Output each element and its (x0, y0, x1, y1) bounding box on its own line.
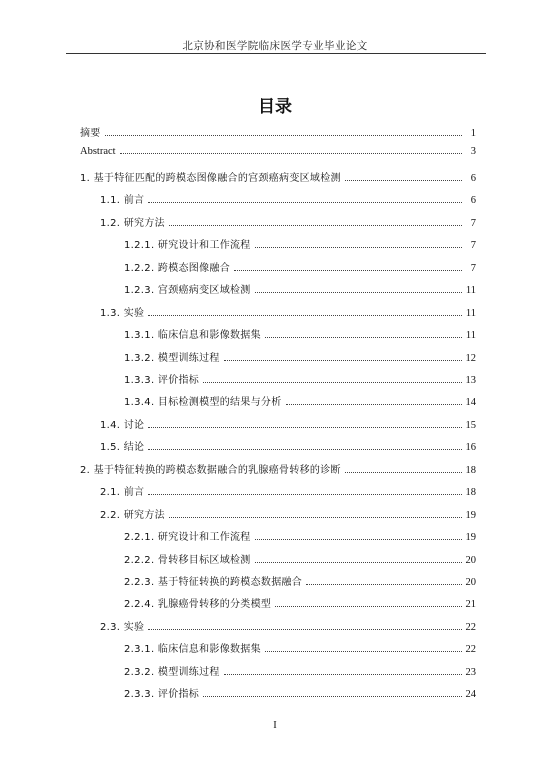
toc-dot-leader (255, 539, 462, 540)
toc-entry[interactable] (100, 304, 476, 318)
toc-entry-label: 1.2. 研究方法 (100, 214, 167, 229)
toc-entry-page: 11 (465, 307, 476, 319)
toc-entry[interactable] (100, 618, 476, 632)
toc-entry[interactable] (80, 124, 476, 138)
toc-entry[interactable] (80, 146, 476, 160)
toc-entry[interactable] (124, 663, 476, 677)
toc-entry-page: 20 (465, 577, 476, 588)
toc-entry-label: 摘要 (80, 124, 103, 139)
toc-dot-leader (275, 606, 462, 607)
toc-entry[interactable] (80, 169, 476, 183)
toc-dot-leader (345, 180, 462, 181)
toc-entry[interactable] (124, 326, 476, 340)
toc-entry[interactable] (100, 214, 476, 228)
toc-dot-leader (224, 360, 462, 361)
toc-entry-label: 1.2.2. 跨模态图像融合 (124, 259, 232, 274)
toc-entry-page: 11 (465, 330, 476, 342)
toc-entry[interactable] (124, 640, 476, 654)
toc-dot-leader (148, 315, 462, 316)
toc-entry[interactable] (124, 528, 476, 542)
toc-entry-page: 19 (465, 532, 476, 544)
toc-entry-label: 2.3.1. 临床信息和影像数据集 (124, 640, 263, 655)
toc-dot-leader (120, 153, 462, 154)
toc-dot-leader (148, 202, 462, 203)
toc-entry-page: 21 (465, 599, 476, 611)
toc-entry-page: 23 (465, 666, 476, 678)
toc-entry-label: 1.5. 结论 (100, 438, 146, 453)
toc-dot-leader (224, 674, 462, 675)
toc-dot-leader (265, 651, 462, 652)
toc-entry-page: 11 (465, 285, 476, 297)
toc-entry[interactable] (100, 416, 476, 430)
toc-dot-leader (265, 337, 462, 338)
toc-dot-leader (203, 382, 462, 383)
toc-entry[interactable] (124, 685, 476, 699)
toc-dot-leader (148, 449, 462, 450)
toc-dot-leader (255, 562, 462, 563)
toc-entry[interactable] (124, 393, 476, 407)
toc-entry-page: 14 (465, 397, 476, 409)
toc-entry-page: 24 (465, 689, 476, 701)
toc-entry-page: 13 (465, 374, 476, 386)
toc-dot-leader (255, 247, 462, 248)
toc-entry-page: 6 (470, 195, 476, 207)
running-header: 北京协和医学院临床医学专业毕业论文 (182, 40, 368, 52)
toc-dot-leader (203, 696, 462, 697)
toc-entry-label: 1.3.1. 临床信息和影像数据集 (124, 326, 263, 341)
toc-entry[interactable] (100, 438, 476, 452)
toc-entry-label: 2.3.3. 评价指标 (124, 685, 201, 700)
toc-entry-page: 7 (470, 240, 476, 252)
toc-entry-page: 20 (465, 554, 476, 566)
toc-entry[interactable] (124, 573, 476, 587)
toc-entry-label: Abstract (80, 146, 116, 158)
toc-entry-label: 2.2.3. 基于特征转换的跨模态数据融合 (124, 573, 304, 588)
toc-entry[interactable] (124, 551, 476, 565)
toc-entry-label: 1.1. 前言 (100, 191, 146, 206)
toc-dot-leader (105, 135, 462, 136)
toc-entry[interactable] (124, 259, 476, 273)
toc-dot-leader (169, 225, 462, 226)
toc-entry[interactable] (100, 191, 476, 205)
toc-entry-label: 1.4. 讨论 (100, 416, 146, 431)
toc-entry-page: 22 (465, 644, 476, 656)
toc-entry-page: 16 (465, 442, 476, 454)
toc-entry-label: 2.3. 实验 (100, 618, 146, 633)
toc-entry-page: 6 (470, 172, 476, 184)
toc-dot-leader (234, 270, 462, 271)
toc-dot-leader (169, 517, 462, 518)
toc-entry[interactable] (124, 236, 476, 250)
toc-entry-label: 2.2. 研究方法 (100, 506, 167, 521)
toc-entry-label: 1. 基于特征匹配的跨模态图像融合的宫颈癌病变区域检测 (80, 169, 343, 184)
toc-entry[interactable] (100, 506, 476, 520)
toc-entry-label: 2.1. 前言 (100, 483, 146, 498)
toc-entry[interactable] (80, 461, 476, 475)
toc-entry[interactable] (100, 483, 476, 497)
toc-entry-label: 1.3.4. 目标检测模型的结果与分析 (124, 393, 284, 408)
toc-entry-label: 1.2.1. 研究设计和工作流程 (124, 236, 253, 251)
toc-entry[interactable] (124, 349, 476, 363)
toc-dot-leader (286, 404, 462, 405)
toc-entry-page: 19 (465, 509, 476, 521)
toc-entry-label: 2.3.2. 模型训练过程 (124, 663, 222, 678)
toc-entry-label: 1.3. 实验 (100, 304, 146, 319)
toc-entry-page: 12 (465, 352, 476, 364)
toc-entry-label: 1.3.3. 评价指标 (124, 371, 201, 386)
toc-entry-page: 3 (470, 146, 476, 158)
toc-entry-page: 1 (470, 128, 476, 139)
toc-entry-page: 18 (465, 487, 476, 499)
toc-entry-page: 22 (465, 621, 476, 633)
toc-entry[interactable] (124, 281, 476, 295)
toc-entry-label: 2.2.1. 研究设计和工作流程 (124, 528, 253, 543)
toc-title: 目录 (258, 97, 292, 117)
page-number: I (273, 720, 277, 731)
toc-entry-page: 7 (470, 262, 476, 274)
toc-entry-page: 7 (470, 217, 476, 229)
toc-dot-leader (345, 472, 462, 473)
toc-entry-label: 2.2.2. 骨转移目标区域检测 (124, 551, 253, 566)
toc-dot-leader (148, 629, 462, 630)
toc-dot-leader (148, 494, 462, 495)
toc-entry-label: 2. 基于特征转换的跨模态数据融合的乳腺癌骨转移的诊断 (80, 461, 343, 476)
toc-dot-leader (255, 292, 462, 293)
toc-entry-label: 1.2.3. 宫颈癌病变区域检测 (124, 281, 253, 296)
toc-entry-label: 1.3.2. 模型训练过程 (124, 349, 222, 364)
toc-entry-page: 18 (465, 464, 476, 476)
toc-entry-label: 2.2.4. 乳腺癌骨转移的分类模型 (124, 595, 273, 610)
toc-entry-page: 15 (465, 419, 476, 431)
toc-dot-leader (306, 584, 462, 585)
toc-entry[interactable] (124, 595, 476, 609)
toc-dot-leader (148, 427, 462, 428)
toc-entry[interactable] (124, 371, 476, 385)
